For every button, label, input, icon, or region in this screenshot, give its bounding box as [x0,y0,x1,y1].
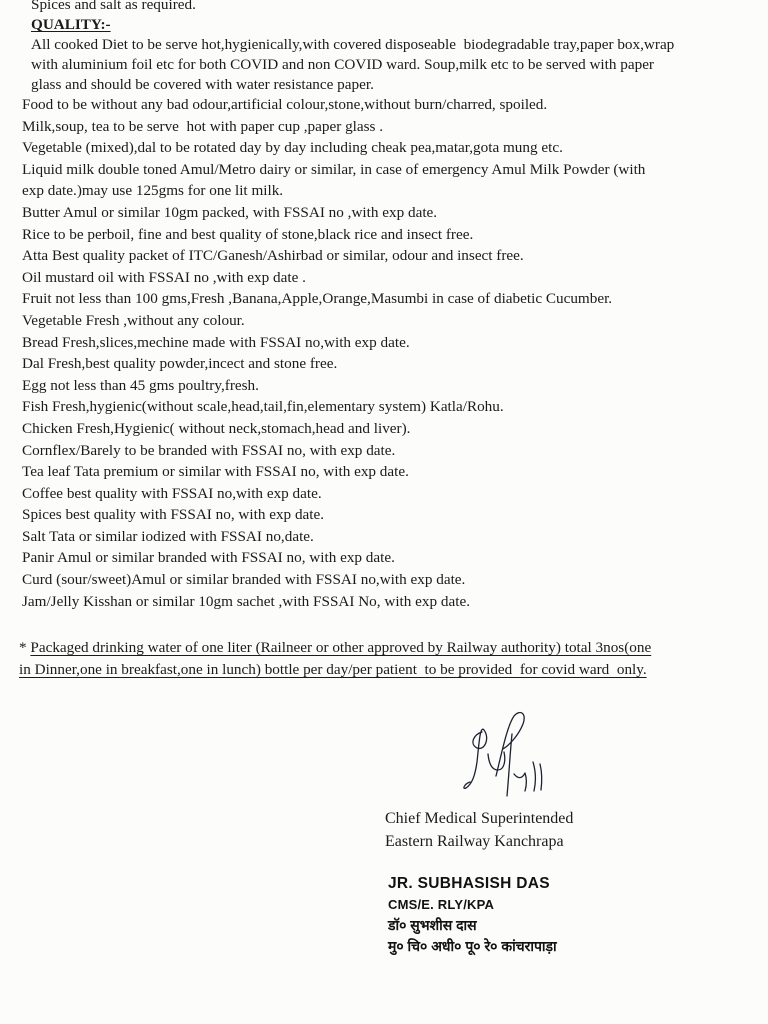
quality-item-line: Coffee best quality with FSSAI no,with exp date. [22,484,322,502]
quality-item-line: Jam/Jelly Kisshan or similar 10gm sachet ,with FSSAI No, with exp date. [22,592,470,610]
water-note-line [19,637,651,659]
quality-item-line: Salt Tata or similar iodized with FSSAI no,date. [22,527,314,545]
water-note-line [19,659,647,681]
quality-item-line: Egg not less than 45 gms poultry,fresh. [22,376,259,394]
signatory-designation: Chief Medical Superintended [385,810,574,827]
stamp-designation: CMS/E. RLY/KPA [388,896,495,912]
quality-item-line: Liquid milk double toned Amul/Metro dairy or similar, in case of emergency Amul Milk Powder (with [22,160,646,178]
quality-item-line: Vegetable (mixed),dal to be rotated day by day including cheak pea,matar,gota mung etc. [22,139,563,157]
handwritten-signature [452,704,562,804]
quality-item-line: Panir Amul or similar branded with FSSAI no, with exp date. [22,549,395,567]
quality-item-line: Food to be without any bad odour,artificial colour,stone,without burn/charred, spoiled. [22,96,548,113]
signatory-block [385,807,573,853]
drinking-water-note [19,637,651,681]
top-fragment-line: Spices and salt as required. [31,0,196,13]
water-note-text: in Dinner,one in breakfast,one in lunch) bottle per day/per patient to be provided for covid ward only. [19,661,647,678]
quality-item-line: Atta Best quality packet of ITC/Ganesh/Ashirbad or similar, odour and insect free. [22,247,524,265]
signatory-office: Eastern Railway Kanchrapa [385,833,564,850]
quality-item-line: Oil mustard oil with FSSAI no ,with exp date . [22,268,306,286]
quality-heading: QUALITY:- [31,16,111,33]
quality-item-line: Bread Fresh,slices,mechine made with FSSAI no,with exp date. [22,333,410,351]
quality-item-line: Vegetable Fresh ,without any colour. [22,311,245,329]
quality-item-line: Fish Fresh,hygienic(without scale,head,tail,fin,elementary system) Katla/Rohu. [22,398,504,416]
quality-item-line: Tea leaf Tata premium or similar with FSSAI no, with exp date. [22,463,409,481]
asterisk-marker: * [19,639,31,656]
official-stamp [388,874,557,956]
stamp-hindi-designation: मु० चि० अधी० पू० रे० कांचरापाड़ा [388,937,557,954]
stamp-hindi-name: डॉ० सुभशीस दास [388,917,477,933]
water-note-text: Packaged drinking water of one liter (Railneer or other approved by Railway authority) total 3nos(one [30,639,652,656]
quality-item-line: exp date.)may use 125gms for one lit milk. [22,182,284,200]
stamp-name: JR. SUBHASISH DAS [388,875,550,892]
quality-item-line: Cornflex/Barely to be branded with FSSAI no, with exp date. [22,441,396,459]
intro-line: All cooked Diet to be serve hot,hygienically,with covered disposeable biodegradable tray,paper box,wrap [31,36,675,53]
intro-line: with aluminium foil etc for both COVID and non COVID ward. Soup,milk etc to be served with paper [31,56,654,73]
quality-item-line: Dal Fresh,best quality powder,incect and stone free. [22,355,338,373]
quality-item-line: Fruit not less than 100 gms,Fresh ,Banana,Apple,Orange,Masumbi in case of diabetic Cucumber. [22,290,613,308]
quality-items-list [22,94,645,612]
intro-block [31,0,674,95]
quality-item-line: Rice to be perboil, fine and best quality of stone,black rice and insect free. [22,225,474,243]
quality-item-line: Curd (sour/sweet)Amul or similar branded with FSSAI no,with exp date. [22,571,466,589]
quality-item-line: Chicken Fresh,Hygienic( without neck,stomach,head and liver). [22,419,411,437]
quality-item-line: Milk,soup, tea to be serve hot with paper cup ,paper glass . [22,117,384,135]
quality-item-line: Spices best quality with FSSAI no, with exp date. [22,506,325,524]
quality-item-line: Butter Amul or similar 10gm packed, with FSSAI no ,with exp date. [22,203,438,221]
intro-line: glass and should be covered with water resistance paper. [31,76,374,93]
